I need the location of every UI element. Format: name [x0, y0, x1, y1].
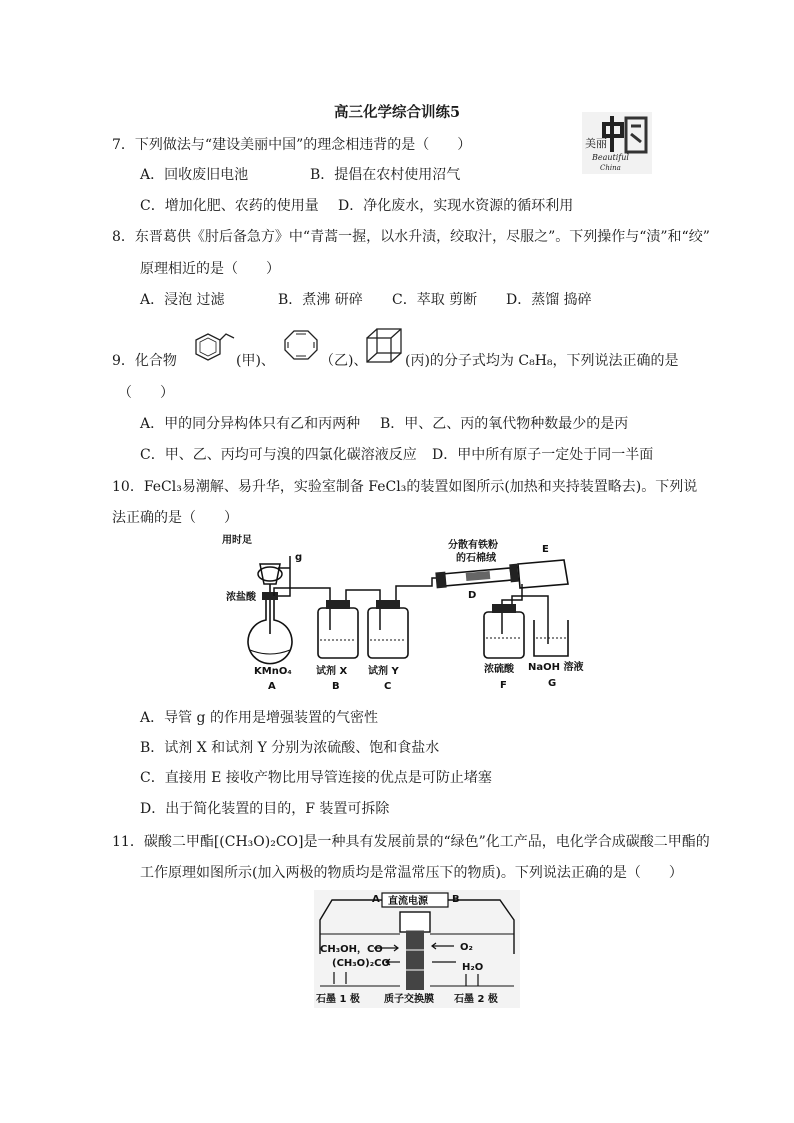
- q7-stem: 7．下列做法与“建设美丽中国”的理念相违背的是（ ）: [112, 137, 472, 153]
- q9-option-d[interactable]: D．甲中所有原子一定处于同一半面: [432, 447, 654, 463]
- q9-option-b[interactable]: B．甲、乙、丙的氧代物种数最少的是丙: [380, 416, 629, 432]
- q8-stem-line2: 原理相近的是（ ）: [140, 261, 280, 277]
- q11-stem-line2: 工作原理如图所示(加入两极的物质均是常温常压下的物质)。下列说法正确的是（ ）: [140, 865, 683, 881]
- q7-option-c[interactable]: C．增加化肥、农药的使用量: [140, 198, 319, 214]
- label-d: D: [468, 590, 477, 601]
- q7-option-a[interactable]: A．回收废旧电池: [140, 167, 249, 183]
- cubane-structure-icon: [364, 326, 404, 366]
- q8-option-a[interactable]: A．浸泡 过滤: [140, 292, 225, 308]
- q11-stem-line1: 11．碳酸二甲酯[(CH₃O)₂CO]是一种具有发展前景的“绿色”化工产品，电化学合成碳酸二甲酯的: [112, 834, 710, 850]
- membrane-label: 质子交换膜: [384, 994, 434, 1005]
- cell-terminal-a: A: [372, 894, 380, 905]
- q8-option-b[interactable]: B．煮沸 研碎: [278, 292, 363, 308]
- q10-option-d[interactable]: D．出于简化装置的目的，F 装置可拆除: [140, 801, 390, 817]
- naoh-label: NaOH 溶液: [528, 662, 584, 673]
- q8-option-c[interactable]: C．萃取 剪断: [392, 292, 478, 308]
- electrochemical-cell-diagram: [314, 890, 520, 1008]
- styrene-structure-icon: [180, 328, 236, 368]
- q7-option-d[interactable]: D．净化废水，实现水资源的循环利用: [338, 198, 574, 214]
- reagent-y-label: 试剂 Y: [368, 666, 399, 677]
- label-b: B: [332, 681, 340, 692]
- q10-option-a[interactable]: A．导管 g 的作用是增强装置的气密性: [140, 710, 378, 726]
- reagent-x-label: 试剂 X: [316, 666, 348, 677]
- label-e: E: [542, 544, 549, 555]
- q10-option-c[interactable]: C．直接用 E 接收产物比用导管连接的优点是可防止堵塞: [140, 770, 492, 786]
- q8-stem-line1: 8．东晋葛供《肘后备急方》中“青蒿一握，以水升渍，绞取汁，尽服之”。下列操作与“渍”和“绞”: [112, 229, 710, 245]
- conc-hcl-label: 浓盐酸: [226, 592, 256, 603]
- conc-h2so4-label: 浓硫酸: [484, 664, 514, 675]
- q9-prefix: 9．化合物: [112, 353, 177, 369]
- dc-power-label: 直流电源: [388, 896, 428, 907]
- logo-en-text-2: China: [600, 164, 621, 172]
- q10-stem-line1: 10．FeCl₃易潮解、易升华，实验室制备 FeCl₃的装置如图所示(加热和夹持装置略去)。下列说: [112, 479, 698, 495]
- label-c: C: [384, 681, 392, 692]
- electrode-1-label: 石墨 1 极: [316, 994, 360, 1005]
- q9-bing-label: (丙)的分子式均为 C₈H₈，下列说法正确的是: [405, 353, 679, 369]
- electrode-2-label: 石墨 2 极: [454, 994, 498, 1005]
- cyclooctatetraene-structure-icon: [282, 328, 320, 362]
- label-g: G: [548, 678, 557, 689]
- q10-stem-line2: 法正确的是（ ）: [112, 510, 238, 526]
- tube-g-label: g: [295, 552, 303, 563]
- iron-label-line2: 的石棉绒: [456, 553, 496, 564]
- cell-terminal-b: B: [452, 894, 460, 905]
- cell-inlet-left-label: CH₃OH，CO: [320, 944, 383, 955]
- q9-option-a[interactable]: A．甲的同分异构体只有乙和丙两种: [140, 416, 361, 432]
- label-a: A: [268, 681, 276, 692]
- fecl3-apparatus-diagram: [222, 534, 584, 694]
- label-f: F: [500, 680, 507, 691]
- q9-yi-label: （乙)、: [320, 353, 368, 369]
- beautiful-china-logo: [582, 112, 652, 174]
- kmno4-label: KMnO₄: [254, 666, 292, 677]
- q7-option-b[interactable]: B．提倡在农村使用沼气: [310, 167, 461, 183]
- q9-answer-paren: （ ）: [118, 385, 174, 401]
- q8-option-d[interactable]: D．蒸馏 捣碎: [506, 292, 592, 308]
- page-title: 高三化学综合训练5: [334, 104, 461, 121]
- cell-inlet-right-label: O₂: [460, 942, 473, 953]
- q9-jia-label: (甲)、: [236, 353, 275, 369]
- q9-option-c[interactable]: C．甲、乙、丙均可与溴的四氯化碳溶液反应: [140, 447, 417, 463]
- logo-cn-text: 美丽: [585, 137, 607, 150]
- apparatus-top-cut-label: 用时足: [222, 535, 252, 546]
- cell-outlet-left-label: (CH₃O)₂CO: [332, 958, 390, 969]
- iron-label-line1: 分散有铁粉: [448, 540, 498, 551]
- cell-outlet-right-label: H₂O: [462, 962, 484, 973]
- logo-en-text-1: Beautiful: [592, 153, 629, 162]
- q10-option-b[interactable]: B．试剂 X 和试剂 Y 分别为浓硫酸、饱和食盐水: [140, 740, 440, 756]
